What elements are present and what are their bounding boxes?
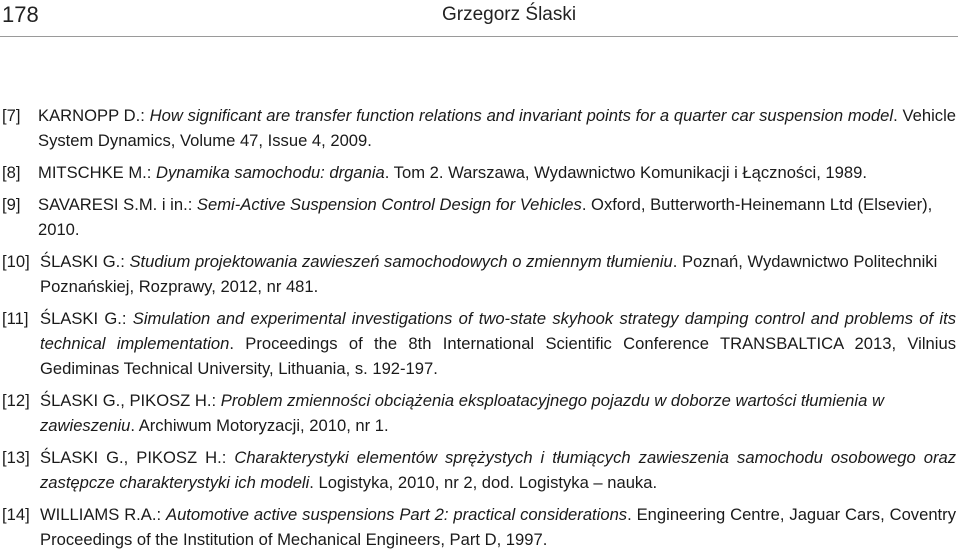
reference-source: . Proceedings of the 8th International Scientific Conference TRANSBALTICA 2013, Vilnius Gediminas Technical University, Lithuania, s. 192-197. xyxy=(40,334,956,378)
reference-number: [11] xyxy=(2,309,29,328)
reference-source: . Engineering Centre, Jaguar Cars, Coventry Proceedings of the Institution of Mechanical Engineers, Part D, 1997. xyxy=(40,505,956,549)
reference-source: . Vehicle System Dynamics, Volume 47, Issue 4, 2009. xyxy=(38,106,956,150)
reference-item xyxy=(0,502,956,552)
reference-number: [12] xyxy=(2,391,30,410)
reference-source: . Tom 2. Warszawa, Wydawnictwo Komunikacji i Łączności, 1989. xyxy=(384,163,867,182)
reference-number: [8] xyxy=(2,163,21,182)
reference-item xyxy=(0,306,956,381)
reference-title: Studium projektowania zawieszeń samochodowych o zmiennym tłumieniu xyxy=(129,252,673,271)
reference-item xyxy=(0,445,956,495)
reference-item xyxy=(0,160,956,185)
reference-author: ŚLASKI G.: xyxy=(40,252,130,271)
reference-number: [7] xyxy=(2,106,21,125)
reference-number: [10] xyxy=(2,252,30,271)
reference-title: How significant are transfer function relations and invariant points for a quarter car suspension model xyxy=(149,106,894,125)
reference-author: KARNOPP D.: xyxy=(38,106,150,125)
page-number: 178 xyxy=(2,2,39,27)
reference-number: [9] xyxy=(2,195,21,214)
reference-item xyxy=(0,249,956,299)
reference-author: ŚLASKI G., PIKOSZ H.: xyxy=(40,448,235,467)
reference-title: Semi-Active Suspension Control Design for Vehicles xyxy=(196,195,582,214)
reference-author: SAVARESI S.M. i in.: xyxy=(38,195,197,214)
reference-title: Dynamika samochodu: drgania xyxy=(156,163,385,182)
reference-author: ŚLASKI G.: xyxy=(40,309,133,328)
reference-source: . Oxford, Butterworth-Heinemann Ltd (Elsevier), 2010. xyxy=(38,195,933,239)
reference-item xyxy=(0,388,956,438)
header-rule xyxy=(0,36,958,37)
reference-number: [14] xyxy=(2,505,30,524)
reference-title: Automotive active suspensions Part 2: practical considerations xyxy=(166,505,628,524)
reference-item xyxy=(0,103,956,153)
reference-author: WILLIAMS R.A.: xyxy=(40,505,166,524)
reference-title: Problem zmienności obciążenia eksploatacyjnego pojazdu w doborze wartości tłumienia w zawieszeniu xyxy=(40,391,884,435)
reference-source: . Logistyka, 2010, nr 2, dod. Logistyka – nauka. xyxy=(309,473,658,492)
reference-number: [13] xyxy=(2,448,30,467)
reference-author: ŚLASKI G., PIKOSZ H.: xyxy=(40,391,221,410)
reference-source: . Archiwum Motoryzacji, 2010, nr 1. xyxy=(130,416,389,435)
reference-source: . Poznań, Wydawnictwo Politechniki Poznańskiej, Rozprawy, 2012, nr 481. xyxy=(40,252,938,296)
reference-title: Simulation and experimental investigations of two-state skyhook strategy damping control and problems of its technical implementation xyxy=(40,309,956,353)
running-head: Grzegorz Ślaski xyxy=(442,4,577,25)
reference-author: MITSCHKE M.: xyxy=(38,163,157,182)
reference-list xyxy=(0,103,956,559)
reference-item xyxy=(0,192,956,242)
reference-title: Charakterystyki elementów sprężystych i tłumiących zawieszenia samochodu osobowego oraz zastępcze charakterystyki ich modeli xyxy=(40,448,957,492)
page-header xyxy=(0,0,960,40)
